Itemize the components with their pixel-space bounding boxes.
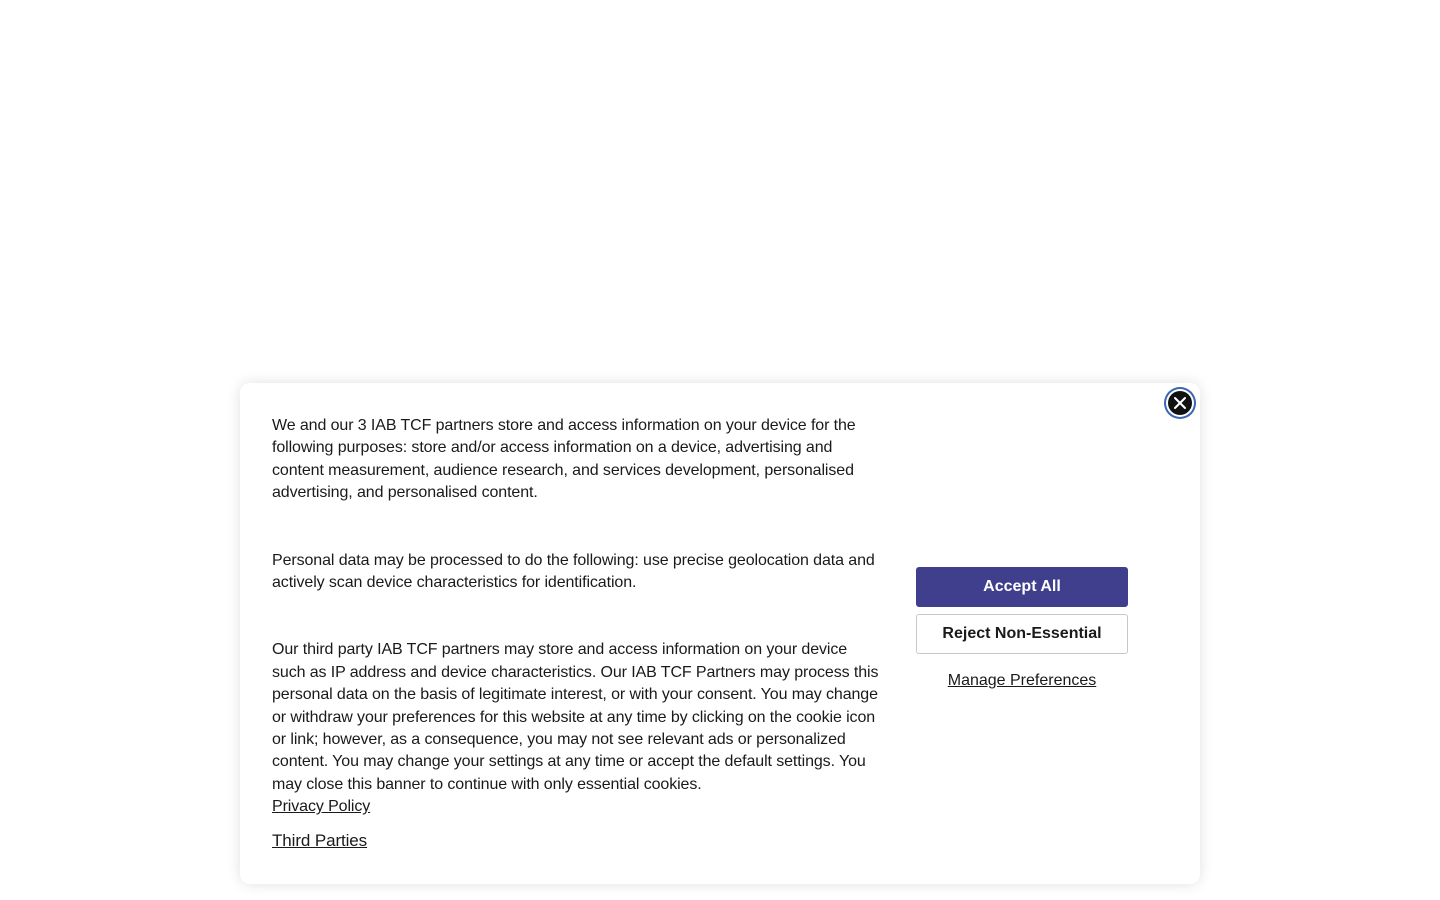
third-parties-link[interactable]: Third Parties xyxy=(272,830,368,850)
close-icon xyxy=(1168,391,1192,415)
consent-text xyxy=(272,415,880,852)
consent-paragraph-personal-data: Personal data may be processed to do the following: use precise geolocation data and actively scan device characteristics for identification. xyxy=(272,551,875,592)
manage-preferences-link[interactable]: Manage Preferences xyxy=(947,672,1097,689)
reject-non-essential-button[interactable]: Reject Non-Essential xyxy=(916,614,1128,654)
privacy-policy-link[interactable]: Privacy Policy xyxy=(272,798,371,816)
consent-actions xyxy=(916,567,1128,690)
close-button-face xyxy=(1166,389,1194,417)
close-button[interactable] xyxy=(1164,387,1196,419)
consent-paragraph-partners: Our third party IAB TCF partners may store and access information on your device such as IP address and device characteristics. Our IAB TCF Partners may process this personal data on the basis of legitimate interest, or with your consent. You may change or withdraw your preferences for this website at any time by clicking on the cookie icon or link; however, as a consequence, you may not see relevant ads or personalized content. You may change your settings at any time or accept the default settings. You may close this banner to continue with only essential cookies. xyxy=(272,641,879,793)
cookie-consent-banner xyxy=(240,383,1200,884)
accept-all-button[interactable]: Accept All xyxy=(916,567,1128,607)
consent-paragraph-purposes: We and our 3 IAB TCF partners store and access information on your device for the following purposes: store and/or access information on a device, advertising and content measurement, audience research, and services development, personalised advertising, and personalised content. xyxy=(272,417,856,502)
